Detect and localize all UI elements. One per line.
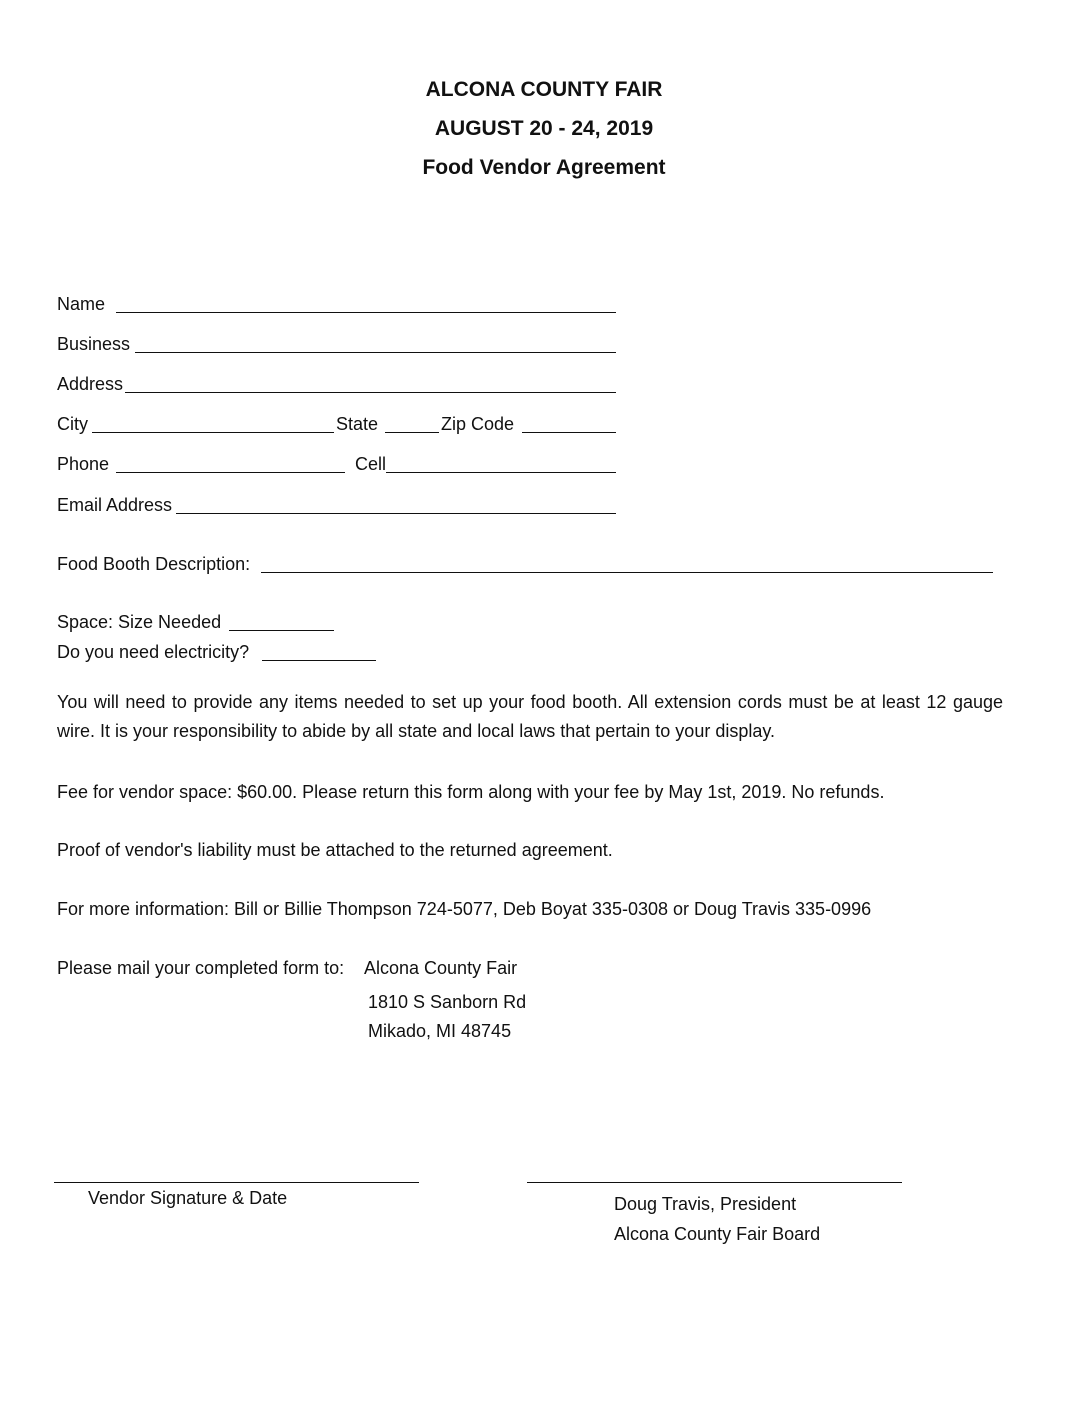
- electricity-label: Do you need electricity?: [57, 642, 250, 662]
- email-field[interactable]: [176, 513, 616, 514]
- business-field[interactable]: [135, 352, 616, 353]
- cell-field[interactable]: [386, 472, 616, 473]
- space-size-label: Space: Size Needed: [57, 612, 222, 632]
- phone-label: Phone: [57, 454, 110, 474]
- space-size-field[interactable]: [229, 630, 334, 631]
- liability-text: Proof of vendor's liability must be attached to the returned agreement.: [57, 840, 613, 860]
- name-field[interactable]: [116, 312, 616, 313]
- mailing-org: Alcona County Fair: [364, 958, 518, 978]
- president-signature-line: [527, 1182, 902, 1183]
- state-field[interactable]: [385, 432, 439, 433]
- mailing-city: Mikado, MI 48745: [368, 1021, 512, 1041]
- phone-field[interactable]: [116, 472, 345, 473]
- header-subtitle: Food Vendor Agreement: [422, 156, 666, 179]
- booth-description-label: Food Booth Description:: [57, 554, 251, 574]
- zip-label: Zip Code: [441, 414, 515, 434]
- electricity-field[interactable]: [262, 660, 376, 661]
- city-label: City: [57, 414, 88, 434]
- fee-text: Fee for vendor space: $60.00. Please return this form along with your fee by May 1st, 2019. No refunds.: [57, 782, 885, 802]
- president-name: Doug Travis, President: [614, 1194, 797, 1214]
- booth-description-field[interactable]: [261, 572, 993, 573]
- vendor-signature-line[interactable]: [54, 1182, 419, 1183]
- email-label: Email Address: [57, 495, 173, 515]
- address-label: Address: [57, 374, 124, 394]
- requirements-paragraph: You will need to provide any items needed to set up your food booth. All extension cords must be at least 12 gauge wire. It is your responsibility to abide by all state and local laws that pertain to your display.: [57, 692, 1003, 741]
- mailing-intro: Please mail your completed form to:: [57, 958, 345, 978]
- mailing-street: 1810 S Sanborn Rd: [368, 992, 527, 1012]
- zip-field[interactable]: [522, 432, 616, 433]
- cell-label: Cell: [355, 454, 387, 474]
- city-field[interactable]: [92, 432, 334, 433]
- president-org: Alcona County Fair Board: [614, 1224, 821, 1244]
- header-dates: AUGUST 20 - 24, 2019: [434, 117, 654, 140]
- state-label: State: [336, 414, 379, 434]
- business-label: Business: [57, 334, 131, 354]
- address-field[interactable]: [125, 392, 616, 393]
- contact-info-text: For more information: Bill or Billie Thompson 724-5077, Deb Boyat 335-0308 or Doug Travis 335-0996: [57, 899, 872, 919]
- header-title: ALCONA COUNTY FAIR: [425, 78, 663, 101]
- vendor-signature-label: Vendor Signature & Date: [88, 1188, 288, 1208]
- name-label: Name: [57, 294, 106, 314]
